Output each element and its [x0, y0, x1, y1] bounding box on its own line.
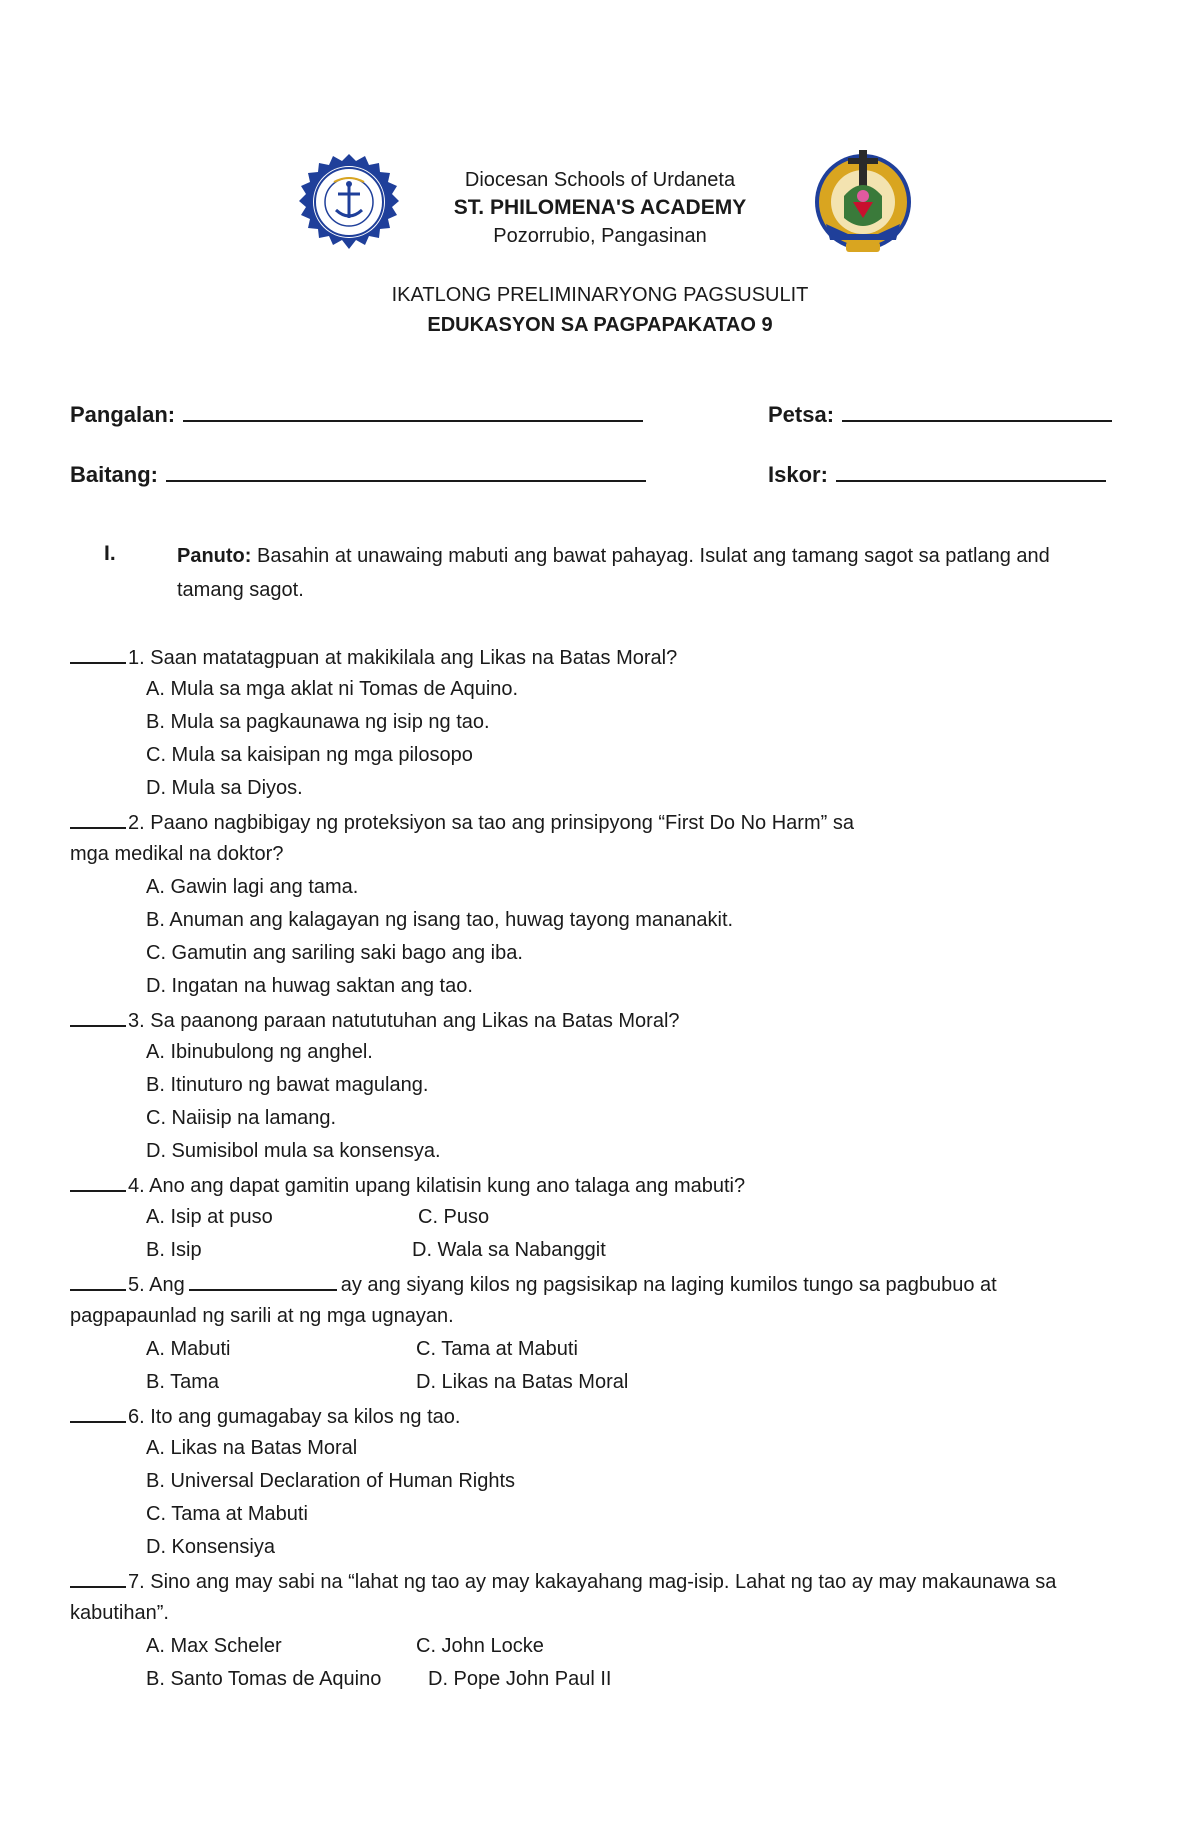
instruction-body: Basahin at unawaing mabuti ang bawat pahayag. Isulat ang tamang sagot sa patlang and tamang sagot.: [177, 545, 1050, 601]
q5-choice-b: B. Tama: [146, 1371, 219, 1393]
exam-subject: EDUKASYON SA PAGPAPAKATAO 9: [427, 314, 773, 336]
q4-choice-b: B. Isip: [146, 1239, 202, 1261]
answer-blank-5[interactable]: [70, 1271, 126, 1291]
question-4-text: 4. Ano ang dapat gamitin upang kilatisin kung ano talaga ang mabuti?: [128, 1175, 746, 1197]
answer-blank-4[interactable]: [70, 1172, 126, 1192]
question-3-text: 3. Sa paanong paraan natututuhan ang Likas na Batas Moral?: [128, 1010, 680, 1032]
exam-title: IKATLONG PRELIMINARYONG PAGSUSULIT: [391, 284, 809, 306]
q2-choice-a: A. Gawin lagi ang tama.: [146, 876, 359, 898]
score-field: [768, 460, 1106, 488]
grade-label: Baitang:: [70, 462, 158, 487]
question-3: [70, 1007, 680, 1033]
q5-choice-d: D. Likas na Batas Moral: [416, 1371, 629, 1393]
q6-choice-a: A. Likas na Batas Moral: [146, 1437, 358, 1459]
date-blank[interactable]: [842, 400, 1112, 422]
question-5: [70, 1271, 997, 1297]
q1-choice-c: C. Mula sa kaisipan ng mga pilosopo: [146, 744, 473, 766]
answer-blank-7[interactable]: [70, 1568, 126, 1588]
q3-choice-d: D. Sumisibol mula sa konsensya.: [146, 1140, 441, 1162]
name-label: Pangalan:: [70, 402, 176, 427]
question-5-text-end: ay ang siyang kilos ng pagsisikap na laging kumilos tungo sa pagbubuo at: [340, 1274, 997, 1296]
q7-choice-b: B. Santo Tomas de Aquino: [146, 1668, 382, 1690]
q2-choice-c: C. Gamutin ang sariling saki bago ang iba.: [146, 942, 523, 964]
name-field: [70, 400, 643, 428]
q2-choice-b: B. Anuman ang kalagayan ng isang tao, huwag tayong mananakit.: [146, 909, 734, 931]
question-7: [70, 1568, 1056, 1594]
q7-choice-c: C. John Locke: [416, 1635, 544, 1657]
q1-choice-d: D. Mula sa Diyos.: [146, 777, 303, 799]
q6-choice-c: C. Tama at Mabuti: [146, 1503, 308, 1525]
answer-blank-3[interactable]: [70, 1007, 126, 1027]
answer-blank-1[interactable]: [70, 644, 126, 664]
q6-choice-d: D. Konsensiya: [146, 1536, 275, 1558]
grade-field: [70, 460, 646, 488]
question-2-text: 2. Paano nagbibigay ng proteksiyon sa tao ang prinsipyong “First Do No Harm” sa: [128, 812, 854, 834]
answer-blank-2[interactable]: [70, 809, 126, 829]
diocese-name: Diocesan Schools of Urdaneta: [464, 169, 736, 191]
q5-choice-c: C. Tama at Mabuti: [416, 1338, 578, 1360]
q1-choice-a: A. Mula sa mga aklat ni Tomas de Aquino.: [146, 678, 519, 700]
question-7-text-cont: kabutihan”.: [70, 1602, 169, 1624]
section-number: I.: [104, 542, 116, 565]
question-6: [70, 1403, 460, 1429]
q3-choice-b: B. Itinuturo ng bawat magulang.: [146, 1074, 429, 1096]
q4-choice-a: A. Isip at puso: [146, 1206, 273, 1228]
answer-blank-6[interactable]: [70, 1403, 126, 1423]
grade-blank[interactable]: [166, 460, 646, 482]
instruction-text: [177, 539, 1117, 607]
school-name: ST. PHILOMENA'S ACADEMY: [453, 196, 747, 219]
name-blank[interactable]: [183, 400, 643, 422]
score-label: Iskor:: [768, 462, 828, 487]
q4-choice-c: C. Puso: [418, 1206, 490, 1228]
q7-choice-a: A. Max Scheler: [146, 1635, 282, 1657]
q2-choice-d: D. Ingatan na huwag saktan ang tao.: [146, 975, 473, 997]
question-6-text: 6. Ito ang gumagabay sa kilos ng tao.: [128, 1406, 461, 1428]
q4-choice-d: D. Wala sa Nabanggit: [412, 1239, 606, 1261]
q1-choice-b: B. Mula sa pagkaunawa ng isip ng tao.: [146, 711, 490, 733]
exam-header: [0, 280, 1200, 340]
question-2: [70, 809, 854, 835]
date-label: Petsa:: [768, 402, 835, 427]
question-4: [70, 1172, 745, 1198]
question-7-text: 7. Sino ang may sabi na “lahat ng tao ay may kakayahang mag-isip. Lahat ng tao ay may makaunawa sa: [128, 1571, 1057, 1593]
date-field: [768, 400, 1112, 428]
instruction-label: Panuto:: [177, 545, 252, 567]
question-1: [70, 644, 677, 670]
question-2-text-cont: mga medikal na doktor?: [70, 843, 284, 865]
question-5-text-cont: pagpapaunlad ng sarili at ng mga ugnayan.: [70, 1305, 454, 1327]
q3-choice-c: C. Naiisip na lamang.: [146, 1107, 337, 1129]
question-1-text: 1. Saan matatagpuan at makikilala ang Likas na Batas Moral?: [128, 647, 678, 669]
q3-choice-a: A. Ibinubulong ng anghel.: [146, 1041, 373, 1063]
school-location: Pozorrubio, Pangasinan: [493, 225, 707, 247]
q7-choice-d: D. Pope John Paul II: [428, 1668, 612, 1690]
fill-in-blank-5[interactable]: [189, 1271, 337, 1291]
school-header: [0, 166, 1200, 250]
q5-choice-a: A. Mabuti: [146, 1338, 231, 1360]
question-5-text-start: 5. Ang: [128, 1274, 185, 1296]
q6-choice-b: B. Universal Declaration of Human Rights: [146, 1470, 516, 1492]
score-blank[interactable]: [836, 460, 1106, 482]
